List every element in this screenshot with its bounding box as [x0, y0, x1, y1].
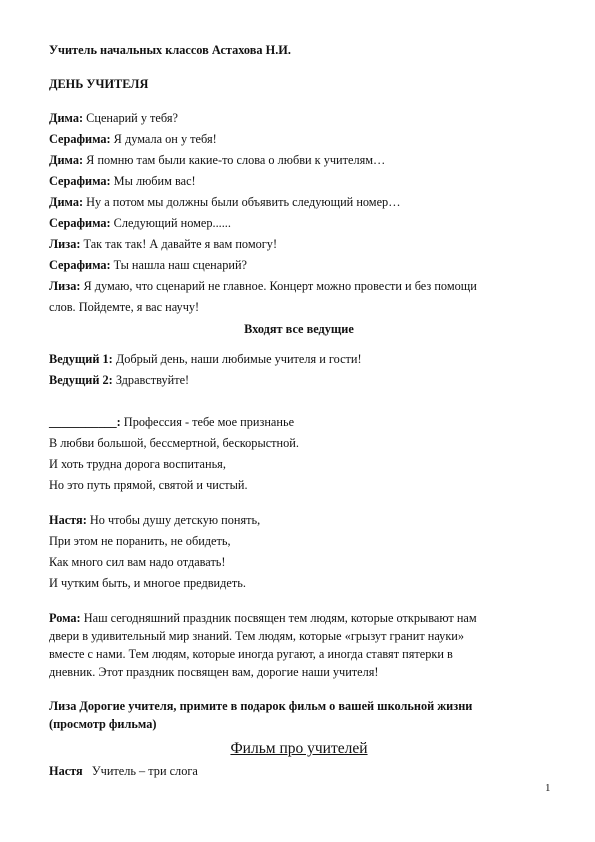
dialogue-line — [49, 109, 549, 127]
poem-line — [49, 413, 549, 431]
line-text: Так так так! А давайте я вам помогу! — [80, 237, 278, 251]
speaker-name: Лиза: — [49, 237, 81, 251]
speaker-name: Серафима: — [49, 216, 111, 230]
dialogue-block — [49, 109, 549, 316]
line-text: Ты нашла наш сценарий? — [110, 258, 247, 272]
last-line — [49, 762, 549, 780]
poem-block-2 — [49, 511, 549, 592]
line-text: Учитель – три слога — [82, 764, 198, 778]
line-text: Я думаю, что сценарий не главное. Концерт можно провести и без помощи — [80, 279, 477, 293]
speaker-name: Настя — [49, 764, 83, 778]
dialogue-line — [49, 214, 549, 232]
speech-line — [49, 609, 549, 627]
line-text: Следующий номер...... — [110, 216, 231, 230]
dialogue-line — [49, 130, 549, 148]
speech-line: вместе с нами. Тем людям, которые иногда ругают, а иногда ставят пятерки в — [49, 647, 453, 661]
poem-line — [49, 511, 549, 529]
page-number: 1 — [545, 782, 551, 794]
dialogue-line — [49, 277, 549, 295]
line-text: Профессия - тебе мое признанье — [120, 415, 295, 429]
poem-line: И чутким быть, и многое предвидеть. — [49, 576, 246, 590]
dialogue-line — [49, 235, 549, 253]
dialogue-line — [49, 193, 549, 211]
line-text: Здравствуйте! — [112, 373, 190, 387]
hosts-block — [49, 350, 549, 389]
line-text: Сценарий у тебя? — [83, 111, 178, 125]
speech-line: дневник. Этот праздник посвящен вам, дорогие наши учителя! — [49, 665, 379, 679]
speaker-name: Лиза: — [49, 279, 81, 293]
liza-film-intro — [49, 697, 549, 733]
line-text: Но чтобы душу детскую понять, — [86, 513, 261, 527]
line-text: Ну а потом мы должны были объявить следующий номер… — [83, 195, 401, 209]
speaker-name: Серафима: — [49, 258, 111, 272]
dialogue-line — [49, 371, 549, 389]
line-text: Мы любим вас! — [110, 174, 196, 188]
speaker-name: Ведущий 1: — [49, 352, 113, 366]
speaker-name: Настя: — [49, 513, 87, 527]
line-text: Я помню там были какие-то слова о любви к учителям… — [83, 153, 386, 167]
document-body — [49, 41, 549, 780]
speech-line: (просмотр фильма) — [49, 717, 157, 731]
speaker-name: Серафима: — [49, 174, 111, 188]
speech-line: Лиза Дорогие учителя, примите в подарок фильм о вашей школьной жизни — [49, 699, 473, 713]
dialogue-line — [49, 350, 549, 368]
line-text: Наш сегодняшний праздник посвящен тем людям, которые открывают нам — [80, 611, 477, 625]
speaker-name: Ведущий 2: — [49, 373, 113, 387]
speech-line: двери в удивительный мир знаний. Тем людям, которые «грызут гранит науки» — [49, 629, 465, 643]
speaker-name: Дима: — [49, 111, 84, 125]
dialogue-line — [49, 151, 549, 169]
author-header: Учитель начальных классов Астахова Н.И. — [49, 43, 291, 57]
roma-speech — [49, 609, 549, 681]
dialogue-line-continued: слов. Пойдемте, я вас научу! — [49, 300, 200, 314]
film-heading: Фильм про учителей — [230, 740, 368, 757]
document-title: ДЕНЬ УЧИТЕЛЯ — [49, 77, 149, 91]
poem-line: Но это путь прямой, святой и чистый. — [49, 478, 248, 492]
blank-speaker: ___________: — [49, 415, 121, 429]
stage-direction: Входят все ведущие — [244, 322, 354, 336]
dialogue-line — [49, 172, 549, 190]
speaker-name: Дима: — [49, 195, 84, 209]
poem-line: В любви большой, бессмертной, бескорыстной. — [49, 436, 299, 450]
speaker-name: Рома: — [49, 611, 81, 625]
poem-line: Как много сил вам надо отдавать! — [49, 555, 226, 569]
line-text: Я думала он у тебя! — [110, 132, 217, 146]
poem-block-1 — [49, 413, 549, 494]
speaker-name: Серафима: — [49, 132, 111, 146]
dialogue-line — [49, 256, 549, 274]
speaker-name: Дима: — [49, 153, 84, 167]
line-text: Добрый день, наши любимые учителя и гости! — [112, 352, 362, 366]
poem-line: И хоть трудна дорога воспитанья, — [49, 457, 226, 471]
poem-line: При этом не поранить, не обидеть, — [49, 534, 231, 548]
